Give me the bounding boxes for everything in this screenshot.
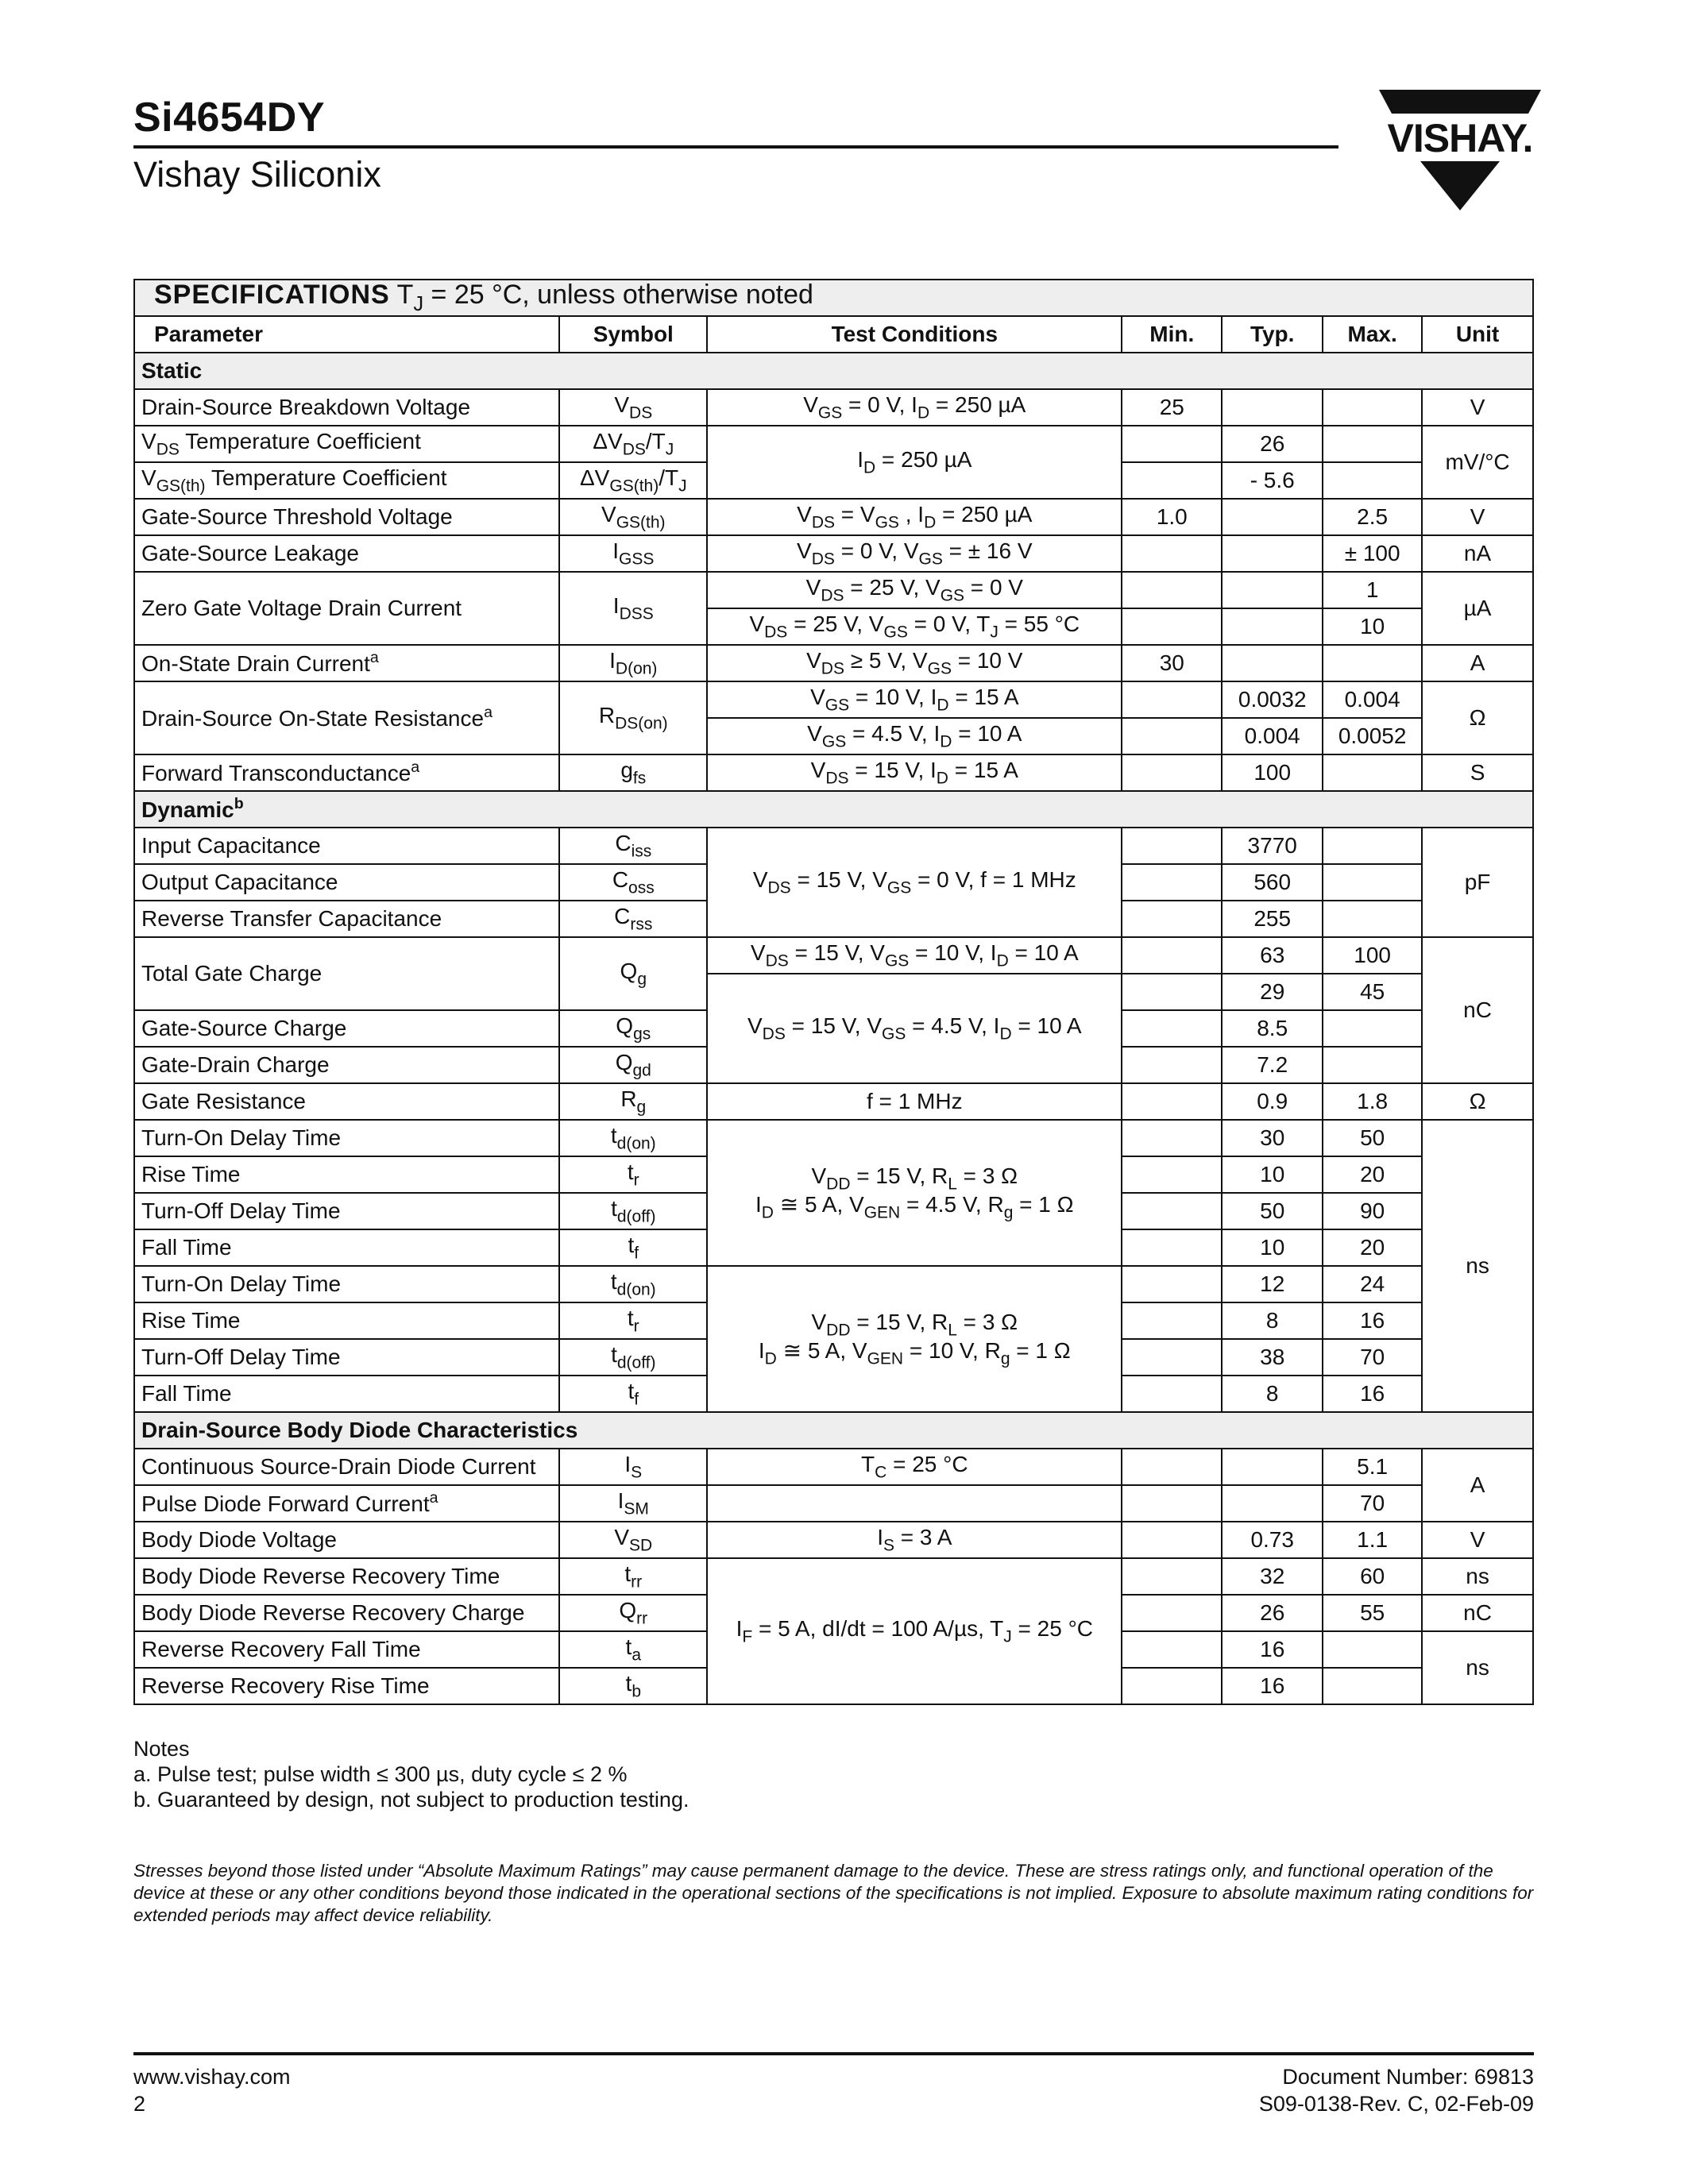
col-parameter: Parameter [134, 316, 559, 353]
table-row: Body Diode Reverse Recovery Charge $Q_{rr}$ 26 55 nC [134, 1595, 1533, 1631]
section-static: Static [134, 353, 1533, 389]
section-dynamic: Dynamic$^b$ [134, 791, 1533, 828]
vishay-logo [1373, 83, 1547, 214]
svg-text:VISHAY.: VISHAY. [1387, 116, 1533, 160]
header-rule [133, 145, 1338, 149]
table-row: Body Diode Reverse Recovery Time $t_{rr}$ $I_F = 5$ A, dI/dt = 100 A/µs, $T_J = 25$ °C 32 60 ns [134, 1558, 1533, 1595]
table-row: Gate Resistance $R_g$ f = 1 MHz 0.9 1.8 Ω [134, 1083, 1533, 1120]
part-number: Si4654DY [133, 95, 326, 141]
table-row: Reverse Recovery Rise Time $t_b$ 16 [134, 1668, 1533, 1704]
table-row: $V_{DS}$ Temperature Coefficient $\Delta V_{DS}/T_J$ $I_D = 250$ µA 26 mV/°C [134, 426, 1533, 462]
table-row: Gate-Source Charge $Q_{gs}$ 8.5 [134, 1010, 1533, 1047]
col-min: Min. [1122, 316, 1222, 353]
table-row: Gate-Drain Charge $Q_{gd}$ 7.2 [134, 1047, 1533, 1083]
table-row: Zero Gate Voltage Drain Current $I_{DSS}$ $V_{DS} = 25$ V, $V_{GS} = 0$ V 1 µA [134, 572, 1533, 608]
table-row: Turn-Off Delay Time $t_{d(off)}$ 50 90 [134, 1193, 1533, 1229]
table-title: SPECIFICATIONS [154, 280, 390, 311]
document-number: Document Number: 69813 [1282, 2065, 1534, 2089]
col-unit: Unit [1422, 316, 1533, 353]
section-diode: Drain-Source Body Diode Characteristics [134, 1412, 1533, 1449]
table-row: Input Capacitance $C_{iss}$ $V_{DS} = 15$ V, $V_{GS} = 0$ V, f = 1 MHz 3770 pF [134, 828, 1533, 864]
table-row: Rise Time $t_r$ 8 16 [134, 1302, 1533, 1339]
table-row: $V_{GS(th)}$ Temperature Coefficient $\Delta V_{GS(th)}/T_J$ - 5.6 [134, 462, 1533, 499]
table-row: $V_{DS} = 25$ V, $V_{GS} = 0$ V, $T_J = 55$ °C 10 [134, 608, 1533, 645]
col-max: Max. [1323, 316, 1422, 353]
table-row: Fall Time $t_f$ 8 16 [134, 1376, 1533, 1412]
table-row: Forward Transconductance$^a$ $g_{fs}$ $V_{DS} = 15$ V, $I_D = 15$ A 100 S [134, 754, 1533, 791]
footer-right [1259, 2063, 1534, 2117]
col-typ: Typ. [1222, 316, 1323, 353]
col-test-conditions: Test Conditions [707, 316, 1122, 353]
table-row: Body Diode Voltage $V_{SD}$ $I_S = 3$ A 0.73 1.1 V [134, 1522, 1533, 1558]
manufacturer-line: Vishay Siliconix [133, 154, 381, 195]
col-symbol: Symbol [559, 316, 707, 353]
table-row: Turn-Off Delay Time $t_{d(off)}$ 38 70 [134, 1339, 1533, 1376]
header-row [134, 316, 1533, 353]
table-row: Pulse Diode Forward Current$^a$ $I_{SM}$ 70 [134, 1485, 1533, 1522]
specifications-table [133, 279, 1534, 1705]
table-title-row [134, 280, 1533, 316]
table-row: Turn-On Delay Time $t_{d(on)}$ $V_{DD} = 15$ V, $R_L = 3$ Ω $I_D$ ≅ 5 A, $V_{GEN} = 10$ V, $R_g = 1$ Ω 12 24 [134, 1266, 1533, 1302]
table-row: Fall Time $t_f$ 10 20 [134, 1229, 1533, 1266]
page-number: 2 [133, 2092, 146, 2116]
table-row: Drain-Source On-State Resistance$^a$ $R_{DS(on)}$ $V_{GS} = 10$ V, $I_D = 15$ A 0.0032 0.004 Ω [134, 681, 1533, 718]
table-row: Gate-Source Threshold Voltage $V_{GS(th)}$ $V_{DS} = V_{GS}$ , $I_D = 250$ µA 1.0 2.5 V [134, 499, 1533, 535]
notes [133, 1736, 689, 1812]
table-row: Total Gate Charge $Q_g$ $V_{DS} = 15$ V, $V_{GS} = 10$ V, $I_D = 10$ A 63 100 nC [134, 937, 1533, 974]
notes-title: Notes [133, 1737, 190, 1761]
table-row: Output Capacitance $C_{oss}$ 560 [134, 864, 1533, 901]
table-row: On-State Drain Current$^a$ $I_{D(on)}$ $V_{DS} \ge 5$ V, $V_{GS} = 10$ V 30 A [134, 645, 1533, 681]
table-row: Rise Time $t_r$ 10 20 [134, 1156, 1533, 1193]
revision: S09-0138-Rev. C, 02-Feb-09 [1258, 2092, 1534, 2116]
table-row: Reverse Recovery Fall Time $t_a$ 16 ns [134, 1631, 1533, 1668]
table-row: $V_{GS} = 4.5$ V, $I_D = 10$ A 0.004 0.0052 [134, 718, 1533, 754]
table-row: Drain-Source Breakdown Voltage $V_{DS}$ $V_{GS} = 0$ V, $I_D = 250$ µA 25 V [134, 389, 1533, 426]
footer-left [133, 2063, 291, 2117]
table-row: Reverse Transfer Capacitance $C_{rss}$ 255 [134, 901, 1533, 937]
disclaimer: Stresses beyond those listed under “Absolute Maximum Ratings” may cause permanent damage to the device. These are stress ratings only, and functional operation of the device at these or any other conditions beyond those indicated in the operational sections of the specifications is not implied. Exposure to absolute maximum rating conditions for extended periods may affect device reliability. [133, 1861, 1534, 1925]
note-a: a. Pulse test; pulse width ≤ 300 µs, duty cycle ≤ 2 % [133, 1762, 628, 1786]
table-row: Gate-Source Leakage $I_{GSS}$ $V_{DS} = 0$ V, $V_{GS}$ = ± 16 V ± 100 nA [134, 535, 1533, 572]
table-row: Continuous Source-Drain Diode Current $I_S$ $T_C = 25$ °C 5.1 A [134, 1449, 1533, 1485]
table-title-condition: $T_J = 25$ °C, unless otherwise noted [396, 280, 813, 315]
note-b: b. Guaranteed by design, not subject to production testing. [133, 1788, 689, 1812]
table-row: $V_{DS} = 15$ V, $V_{GS} = 4.5$ V, $I_D = 10$ A 29 45 [134, 974, 1533, 1010]
footer-rule [133, 2052, 1534, 2055]
website-link[interactable]: www.vishay.com [133, 2065, 291, 2089]
table-row: Turn-On Delay Time $t_{d(on)}$ $V_{DD} = 15$ V, $R_L = 3$ Ω $I_D$ ≅ 5 A, $V_{GEN} = 4.5$ V, $R_g = 1$ Ω 30 50 ns [134, 1120, 1533, 1156]
